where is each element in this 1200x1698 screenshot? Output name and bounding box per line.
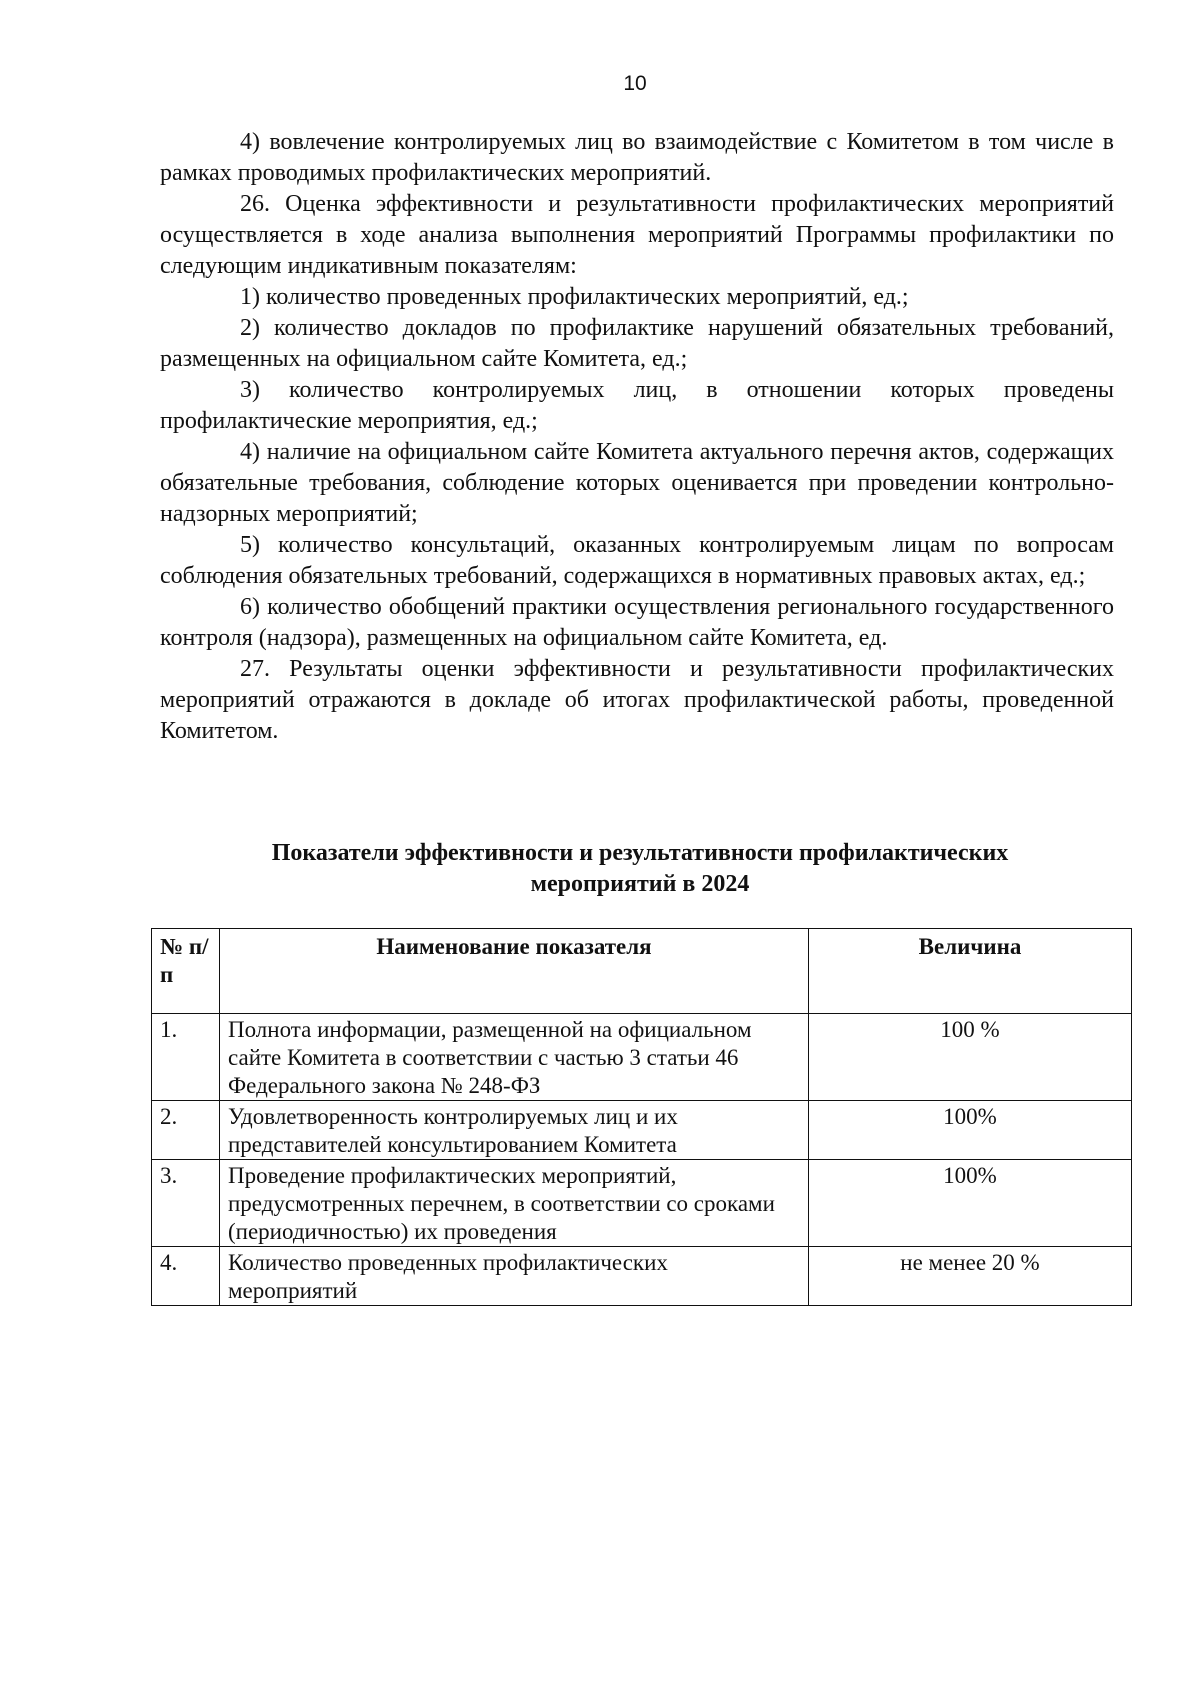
table-row [152,1101,1132,1160]
row-value: 100% [809,1101,1132,1160]
row-value: не менее 20 % [809,1247,1132,1306]
row-name: Удовлетворенность контролируемых лиц и их представителей консультированием Комитета [220,1101,809,1160]
table-header-row [152,929,1132,1014]
paragraph: 27. Результаты оценки эффективности и результативности профилактических мероприятий отражаются в докладе об итогах профилактической работы, проведенной Комитетом. [160,656,1114,744]
header-value: Величина [809,929,1132,1014]
indicators-table [151,928,1132,1306]
paragraph: 6) количество обобщений практики осуществления регионального государственного контроля (надзора), размещенных на официальном сайте Комитета, ед. [160,594,1114,651]
row-num: 3. [152,1160,220,1247]
paragraph: 5) количество консультаций, оказанных контролируемым лицам по вопросам соблюдения обязательных требований, содержащихся в нормативных правовых актах, ед.; [160,532,1114,589]
table-title: Показатели эффективности и результативности профилактических мероприятий в 2024 [271,840,1009,897]
paragraph: 26. Оценка эффективности и результативности профилактических мероприятий осуществляется в ходе анализа выполнения мероприятий Программы профилактики по следующим индикативным показателям: [160,191,1114,279]
paragraph: 1) количество проведенных профилактических мероприятий, ед.; [240,284,909,310]
paragraph: 4) вовлечение контролируемых лиц во взаимодействие с Комитетом в том числе в рамках проводимых профилактических мероприятий. [160,129,1114,186]
page-number: 10 [623,72,647,95]
row-name: Проведение профилактических мероприятий, предусмотренных перечнем, в соответствии со сроками (периодичностью) их проведения [220,1160,809,1247]
row-name: Количество проведенных профилактических мероприятий [220,1247,809,1306]
table-row [152,1247,1132,1306]
row-num: 2. [152,1101,220,1160]
table-row [152,1014,1132,1101]
table-row [152,1160,1132,1247]
paragraph: 4) наличие на официальном сайте Комитета актуального перечня актов, содержащих обязательные требования, соблюдение которых оценивается при проведении контрольно-надзорных мероприятий; [160,439,1114,527]
row-num: 4. [152,1247,220,1306]
row-value: 100 % [809,1014,1132,1101]
header-name: Наименование показателя [220,929,809,1014]
header-num: № п/п [152,929,220,1014]
row-num: 1. [152,1014,220,1101]
row-name: Полнота информации, размещенной на официальном сайте Комитета в соответствии с частью 3 статьи 46 Федерального закона № 248-ФЗ [220,1014,809,1101]
row-value: 100% [809,1160,1132,1247]
body-text [160,127,1114,747]
paragraph: 3) количество контролируемых лиц, в отношении которых проведены профилактические мероприятия, ед.; [160,377,1114,434]
paragraph: 2) количество докладов по профилактике нарушений обязательных требований, размещенных на официальном сайте Комитета, ед.; [160,315,1114,372]
